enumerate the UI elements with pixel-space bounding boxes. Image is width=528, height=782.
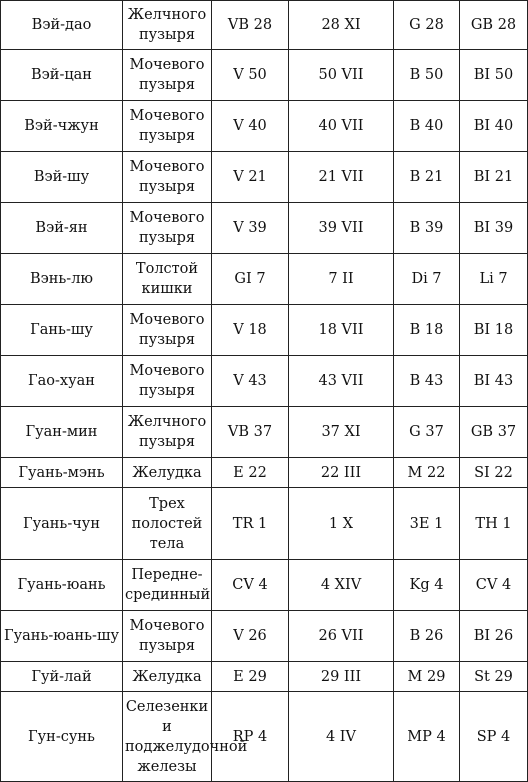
code-roman: 18 VII [289, 305, 394, 356]
point-name: Гуань-юань [1, 560, 123, 611]
code-french: V 39 [212, 203, 289, 254]
meridian-name: Мочевого пузыря [123, 305, 212, 356]
code-german: B 50 [394, 50, 460, 101]
code-english: GB 37 [460, 407, 528, 458]
code-roman: 40 VII [289, 101, 394, 152]
code-roman: 4 IV [289, 692, 394, 782]
code-french: V 26 [212, 611, 289, 662]
table-row [1, 560, 528, 611]
table-row [1, 662, 528, 692]
meridian-name: Желчного пузыря [123, 407, 212, 458]
meridian-name: Желудка [123, 662, 212, 692]
point-name: Гуй-лай [1, 662, 123, 692]
point-name: Гун-сунь [1, 692, 123, 782]
meridian-name: Мочевого пузыря [123, 203, 212, 254]
table-row [1, 305, 528, 356]
table-row [1, 356, 528, 407]
code-french: V 43 [212, 356, 289, 407]
table-row [1, 407, 528, 458]
table-row [1, 692, 528, 782]
code-roman: 39 VII [289, 203, 394, 254]
code-roman: 1 X [289, 488, 394, 560]
point-name: Вэй-чжун [1, 101, 123, 152]
code-french: TR 1 [212, 488, 289, 560]
point-name: Вэй-ян [1, 203, 123, 254]
table-body [1, 1, 528, 782]
point-name: Вэй-шу [1, 152, 123, 203]
meridian-name: Мочевого пузыря [123, 356, 212, 407]
point-name: Гуан-мин [1, 407, 123, 458]
code-german: B 40 [394, 101, 460, 152]
code-english: TH 1 [460, 488, 528, 560]
code-english: SI 22 [460, 458, 528, 488]
point-name: Вэй-дао [1, 1, 123, 50]
code-french: VB 37 [212, 407, 289, 458]
table-row [1, 458, 528, 488]
point-name: Вэй-цан [1, 50, 123, 101]
table-row [1, 611, 528, 662]
code-french: V 18 [212, 305, 289, 356]
meridian-name: Мочевого пузыря [123, 152, 212, 203]
point-name: Гань-шу [1, 305, 123, 356]
code-english: Li 7 [460, 254, 528, 305]
code-roman: 28 XI [289, 1, 394, 50]
code-french: V 50 [212, 50, 289, 101]
code-german: Di 7 [394, 254, 460, 305]
meridian-name: Трех полостей тела [123, 488, 212, 560]
code-english: BI 50 [460, 50, 528, 101]
point-name: Гуань-чун [1, 488, 123, 560]
code-german: B 26 [394, 611, 460, 662]
code-german: B 43 [394, 356, 460, 407]
meridian-name: Толстой кишки [123, 254, 212, 305]
code-german: B 18 [394, 305, 460, 356]
meridian-name: Желчного пузыря [123, 1, 212, 50]
meridian-name: Мочевого пузыря [123, 611, 212, 662]
code-english: BI 21 [460, 152, 528, 203]
point-name: Гуань-юань-шу [1, 611, 123, 662]
code-english: BI 39 [460, 203, 528, 254]
code-english: BI 26 [460, 611, 528, 662]
code-german: M 29 [394, 662, 460, 692]
table-row [1, 152, 528, 203]
point-name: Вэнь-лю [1, 254, 123, 305]
meridian-name: Мочевого пузыря [123, 50, 212, 101]
table-row [1, 101, 528, 152]
code-french: RP 4 [212, 692, 289, 782]
code-roman: 50 VII [289, 50, 394, 101]
code-german: G 37 [394, 407, 460, 458]
code-french: CV 4 [212, 560, 289, 611]
code-english: St 29 [460, 662, 528, 692]
meridian-name: Передне-срединный [123, 560, 212, 611]
point-name: Гао-хуан [1, 356, 123, 407]
table-row [1, 203, 528, 254]
table-row [1, 1, 528, 50]
table-row [1, 488, 528, 560]
code-roman: 21 VII [289, 152, 394, 203]
code-english: GB 28 [460, 1, 528, 50]
code-french: GI 7 [212, 254, 289, 305]
point-name: Гуань-мэнь [1, 458, 123, 488]
meridian-name: Селезенки и поджелудочной железы [123, 692, 212, 782]
code-french: V 21 [212, 152, 289, 203]
code-english: BI 43 [460, 356, 528, 407]
code-english: CV 4 [460, 560, 528, 611]
code-german: G 28 [394, 1, 460, 50]
code-french: E 29 [212, 662, 289, 692]
code-english: BI 40 [460, 101, 528, 152]
code-roman: 4 XIV [289, 560, 394, 611]
code-german: Kg 4 [394, 560, 460, 611]
code-roman: 37 XI [289, 407, 394, 458]
code-roman: 43 VII [289, 356, 394, 407]
code-german: MP 4 [394, 692, 460, 782]
code-roman: 7 II [289, 254, 394, 305]
meridian-name: Мочевого пузыря [123, 101, 212, 152]
code-english: BI 18 [460, 305, 528, 356]
code-german: M 22 [394, 458, 460, 488]
table-row [1, 50, 528, 101]
meridian-name: Желудка [123, 458, 212, 488]
code-german: B 39 [394, 203, 460, 254]
code-german: B 21 [394, 152, 460, 203]
code-french: E 22 [212, 458, 289, 488]
code-french: V 40 [212, 101, 289, 152]
code-roman: 29 III [289, 662, 394, 692]
code-french: VB 28 [212, 1, 289, 50]
code-roman: 26 VII [289, 611, 394, 662]
code-roman: 22 III [289, 458, 394, 488]
code-german: 3E 1 [394, 488, 460, 560]
code-english: SP 4 [460, 692, 528, 782]
table-row [1, 254, 528, 305]
